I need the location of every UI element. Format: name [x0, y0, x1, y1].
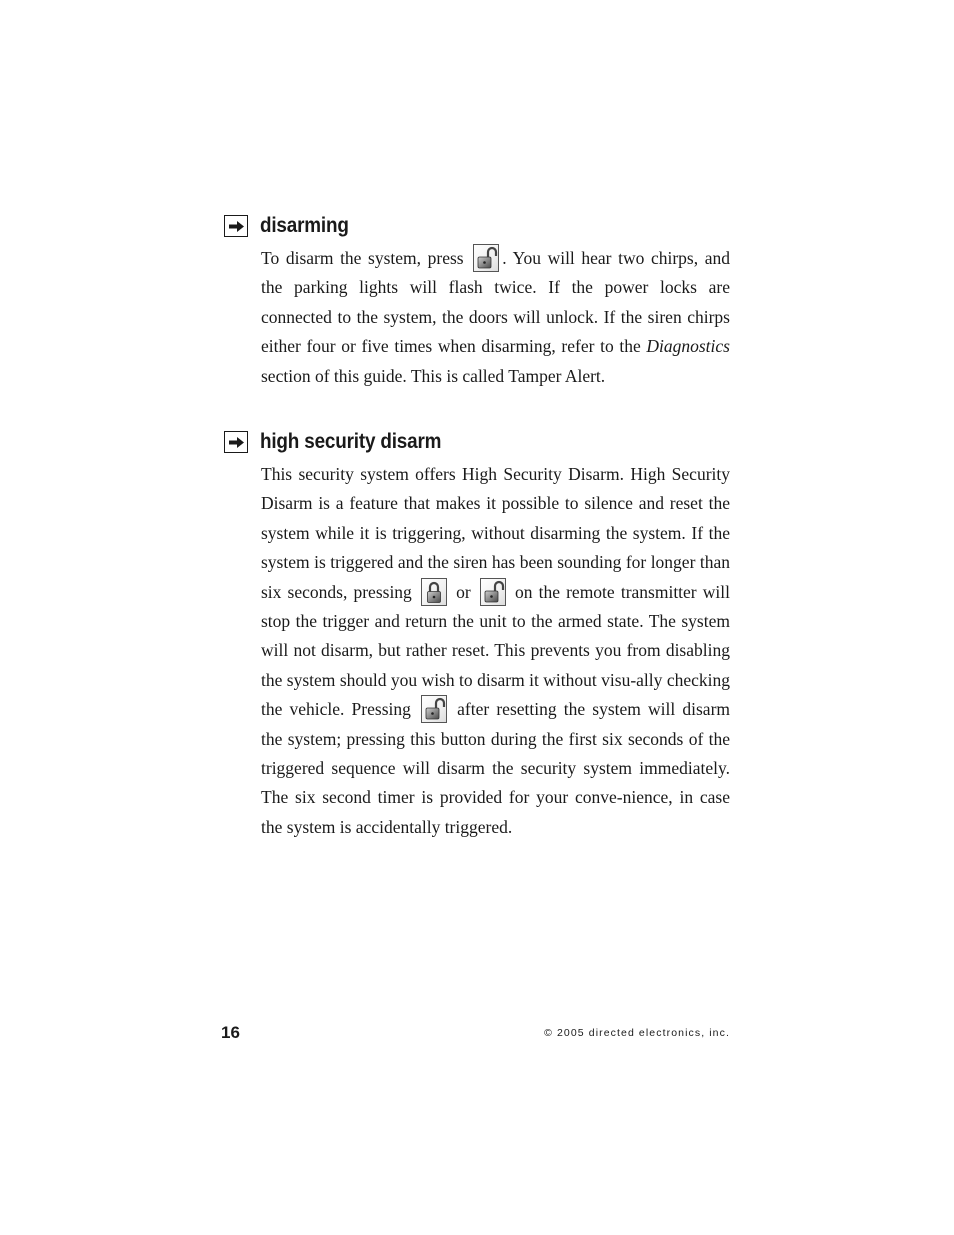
heading-high-security-disarm: high security disarm — [260, 430, 442, 453]
section-heading — [224, 212, 734, 242]
section-heading — [224, 428, 734, 458]
right-arrow-icon — [224, 215, 248, 237]
paragraph-high-security-disarm — [261, 460, 730, 842]
padlock-locked-icon — [421, 578, 447, 606]
right-arrow-icon — [224, 431, 248, 453]
padlock-unlocked-icon — [480, 578, 506, 606]
copyright-notice: © 2005 directed electronics, inc. — [544, 1027, 730, 1039]
paragraph-text: This security system offers High Security Disarm. High Security Disarm is a feature that makes it possible to silence and reset the system while it is triggering, without disarming the system. If the system is triggered and the siren has been sounding for longer than six seconds, pressing — [261, 464, 730, 602]
paragraph-text: . You will hear two chirps, and the parking lights will flash twice. If the power locks are connected to the system, the doors will unlock. If the siren chirps either four or five times when disarming, refer to the — [261, 248, 730, 357]
page-number: 16 — [221, 1023, 240, 1042]
paragraph-text: after resetting the system will disarm the system; pressing this button during the first six seconds of the triggered sequence will disarm the security system immediately. The six second timer is provided for your conve-nience, in case the system is accidentally triggered. — [261, 699, 731, 837]
section-disarming — [224, 212, 734, 391]
padlock-unlocked-icon — [473, 244, 499, 272]
paragraph-text: To disarm the system, press — [261, 248, 471, 268]
paragraph-text: on the remote transmitter will stop the trigger and return the unit to the armed state. The system will not disarm, but rather reset. This prevents you from disabling the system should you wish to disarm it without visu-ally checking the vehicle. Pressing — [261, 581, 731, 720]
heading-disarming: disarming — [260, 214, 349, 237]
padlock-unlocked-icon — [421, 695, 447, 723]
emphasis-text: Diagnostics — [646, 336, 730, 357]
paragraph-text: section of this guide. This is called Tamper Alert. — [261, 365, 606, 386]
section-high-security-disarm — [224, 428, 734, 842]
paragraph-text: or — [449, 581, 477, 602]
paragraph-disarming — [261, 244, 730, 391]
